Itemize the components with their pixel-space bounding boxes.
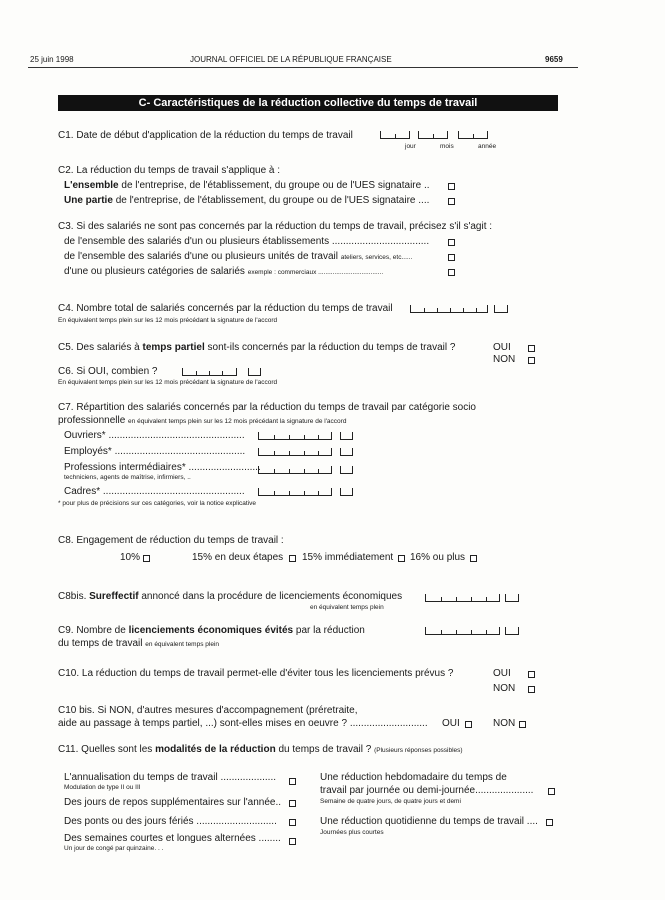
- c11-hebdo-label: Une réduction hebdomadaire du temps de: [320, 772, 507, 783]
- c11-jours-repos-checkbox[interactable]: [289, 800, 296, 807]
- c3-option-unites: de l'ensemble des salariés d'une ou plusieurs unités de travail ateliers, services, etc......: [64, 251, 413, 262]
- c10-non-label: NON: [493, 683, 516, 694]
- c2-partie-checkbox[interactable]: [448, 198, 455, 205]
- c9-integer-field[interactable]: [425, 627, 500, 635]
- c11-quotidienne-checkbox[interactable]: [546, 819, 553, 826]
- c11-hebdo-label-line2: travail par journée ou demi-journée.....................: [320, 785, 534, 796]
- c3-etablissements-checkbox[interactable]: [448, 239, 455, 246]
- c6-integer-field[interactable]: [182, 368, 237, 376]
- c8-15-deux-checkbox[interactable]: [289, 555, 296, 562]
- c1-day-field[interactable]: [380, 131, 410, 139]
- c9-question-line2: du temps de travail en équivalent temps plein: [58, 638, 219, 649]
- c1-jour-label: jour: [405, 143, 416, 150]
- c8-15-imm-checkbox[interactable]: [398, 555, 405, 562]
- c8-option-16: 16% ou plus: [410, 552, 466, 563]
- c10-oui-checkbox[interactable]: [528, 671, 535, 678]
- c7-question: C7. Répartition des salariés concernés par la réduction du temps de travail par catégorie socio: [58, 402, 476, 413]
- c8-option-15-deux: 15% en deux étapes: [192, 552, 284, 563]
- c1-year-field[interactable]: [458, 131, 488, 139]
- c8bis-question: C8bis. Sureffectif annoncé dans la procédure de licenciements économiques: [58, 591, 403, 602]
- c10bis-non-checkbox[interactable]: [519, 721, 526, 728]
- c11-semaines-checkbox[interactable]: [289, 838, 296, 845]
- c11-question: C11. Quelles sont les modalités de la réduction du temps de travail ? (Plusieurs réponses possibles): [58, 744, 463, 755]
- header-date: 25 juin 1998: [30, 55, 74, 64]
- c2-question: C2. La réduction du temps de travail s'applique à :: [58, 165, 281, 176]
- c11-annualisation-checkbox[interactable]: [289, 778, 296, 785]
- c8-question: C8. Engagement de réduction du temps de travail :: [58, 535, 284, 546]
- header-page: 9659: [545, 55, 563, 64]
- c11-annualisation-label: L'annualisation du temps de travail ....................: [64, 772, 277, 783]
- c7-professions-decimal[interactable]: [340, 466, 353, 474]
- c7-ouvriers-field[interactable]: [258, 432, 332, 440]
- c5-non-checkbox[interactable]: [528, 357, 535, 364]
- c6-decimal-field[interactable]: [248, 368, 261, 376]
- c3-option-etablissements: de l'ensemble des salariés d'un ou plusieurs établissements ...................................: [64, 236, 430, 247]
- c5-oui-label: OUI: [493, 342, 511, 353]
- c2-option-partie: Une partie de l'entreprise, de l'établissement, du groupe ou de l'UES signataire ....: [64, 195, 430, 206]
- c7-employes-decimal[interactable]: [340, 448, 353, 456]
- c6-note: En équivalent temps plein sur les 12 mois précédant la signature de l'accord: [58, 379, 278, 386]
- c8-10-checkbox[interactable]: [143, 555, 150, 562]
- c5-oui-checkbox[interactable]: [528, 345, 535, 352]
- section-title: C- Caractéristiques de la réduction collective du temps de travail: [58, 95, 558, 111]
- c3-option-categories: d'une ou plusieurs catégories de salariés exemple : commerciaux ....................................: [64, 266, 384, 277]
- c10bis-non-label: NON: [493, 718, 516, 729]
- c7-employes-field[interactable]: [258, 448, 332, 456]
- c8bis-integer-field[interactable]: [425, 594, 500, 602]
- c10bis-oui-label: OUI: [442, 718, 460, 729]
- c3-unites-checkbox[interactable]: [448, 254, 455, 261]
- c11-annualisation-note: Modulation de type II ou III: [64, 784, 141, 791]
- c2-ensemble-checkbox[interactable]: [448, 183, 455, 190]
- c8bis-note: en équivalent temps plein: [310, 604, 384, 611]
- c8-option-10: 10%: [120, 552, 141, 563]
- c10bis-question-line2: aide au passage à temps partiel, ...) sont-elles mises en oeuvre ? ............................: [58, 718, 428, 729]
- c4-decimal-field[interactable]: [494, 305, 508, 313]
- c2-option-ensemble: L'ensemble de l'entreprise, de l'établissement, du groupe ou de l'UES signataire ..: [64, 180, 430, 191]
- c6-question: C6. Si OUI, combien ?: [58, 366, 158, 377]
- c7-cadres-field[interactable]: [258, 488, 332, 496]
- c11-hebdo-checkbox[interactable]: [548, 788, 555, 795]
- c4-note: En équivalent temps plein sur les 12 mois précédant la signature de l'accord: [58, 317, 278, 324]
- c7-ouvriers-label: Ouvriers* .................................................: [64, 430, 245, 441]
- c3-categories-checkbox[interactable]: [448, 269, 455, 276]
- c9-decimal-field[interactable]: [505, 627, 519, 635]
- c1-question: C1. Date de début d'application de la réduction du temps de travail: [58, 130, 353, 141]
- c1-mois-label: mois: [440, 143, 454, 150]
- c7-professions-label: Professions intermédiaires* ..........................: [64, 462, 261, 473]
- c11-hebdo-note: Semaine de quatre jours, de quatre jours et demi: [320, 798, 461, 805]
- header-journal: JOURNAL OFFICIEL DE LA RÉPUBLIQUE FRANÇAISE: [190, 55, 392, 64]
- header-rule: [28, 67, 578, 68]
- c11-quotidienne-label: Une réduction quotidienne du temps de travail ....: [320, 816, 538, 827]
- c10-question: C10. La réduction du temps de travail permet-elle d'éviter tous les licenciements prévus ?: [58, 668, 454, 679]
- c7-cadres-label: Cadres* ...................................................: [64, 486, 245, 497]
- c7-employes-label: Employés* ...............................................: [64, 446, 246, 457]
- c7-professions-field[interactable]: [258, 466, 332, 474]
- c7-cadres-decimal[interactable]: [340, 488, 353, 496]
- c11-ponts-checkbox[interactable]: [289, 819, 296, 826]
- c4-question: C4. Nombre total de salariés concernés par la réduction du temps de travail: [58, 303, 393, 314]
- c10bis-oui-checkbox[interactable]: [465, 721, 472, 728]
- c1-annee-label: année: [478, 143, 497, 150]
- c3-question: C3. Si des salariés ne sont pas concernés par la réduction du temps de travail, précisez s'il s'agit :: [58, 221, 493, 232]
- c5-non-label: NON: [493, 354, 516, 365]
- c8-16-checkbox[interactable]: [470, 555, 477, 562]
- c11-ponts-label: Des ponts ou des jours fériés .............................: [64, 816, 277, 827]
- c7-ouvriers-decimal[interactable]: [340, 432, 353, 440]
- c10-non-checkbox[interactable]: [528, 686, 535, 693]
- c10-oui-label: OUI: [493, 668, 511, 679]
- c8-option-15-imm: 15% immédiatement: [302, 552, 394, 563]
- c5-question: C5. Des salariés à temps partiel sont-ils concernés par la réduction du temps de travail ?: [58, 342, 456, 353]
- c11-semaines-label: Des semaines courtes et longues alternées ........: [64, 833, 281, 844]
- c1-month-field[interactable]: [418, 131, 448, 139]
- c11-quotidienne-note: Journées plus courtes: [320, 829, 384, 836]
- c7-footnote: * pour plus de précisions sur ces catégories, voir la notice explicative: [58, 500, 256, 507]
- c8bis-decimal-field[interactable]: [505, 594, 519, 602]
- c9-question: C9. Nombre de licenciements économiques évités par la réduction: [58, 625, 365, 636]
- c4-integer-field[interactable]: [410, 305, 488, 313]
- c10bis-question: C10 bis. Si NON, d'autres mesures d'accompagnement (préretraite,: [58, 705, 358, 716]
- c11-jours-repos-label: Des jours de repos supplémentaires sur l'année..: [64, 797, 282, 808]
- c7-question-line2: professionnelle en équivalent temps plein sur les 12 mois précédant la signature de l'accord: [58, 415, 347, 426]
- c7-professions-note: techniciens, agents de maîtrise, infirmiers, ..: [64, 474, 191, 481]
- c11-semaines-note: Un jour de congé par quinzaine. . .: [64, 845, 164, 852]
